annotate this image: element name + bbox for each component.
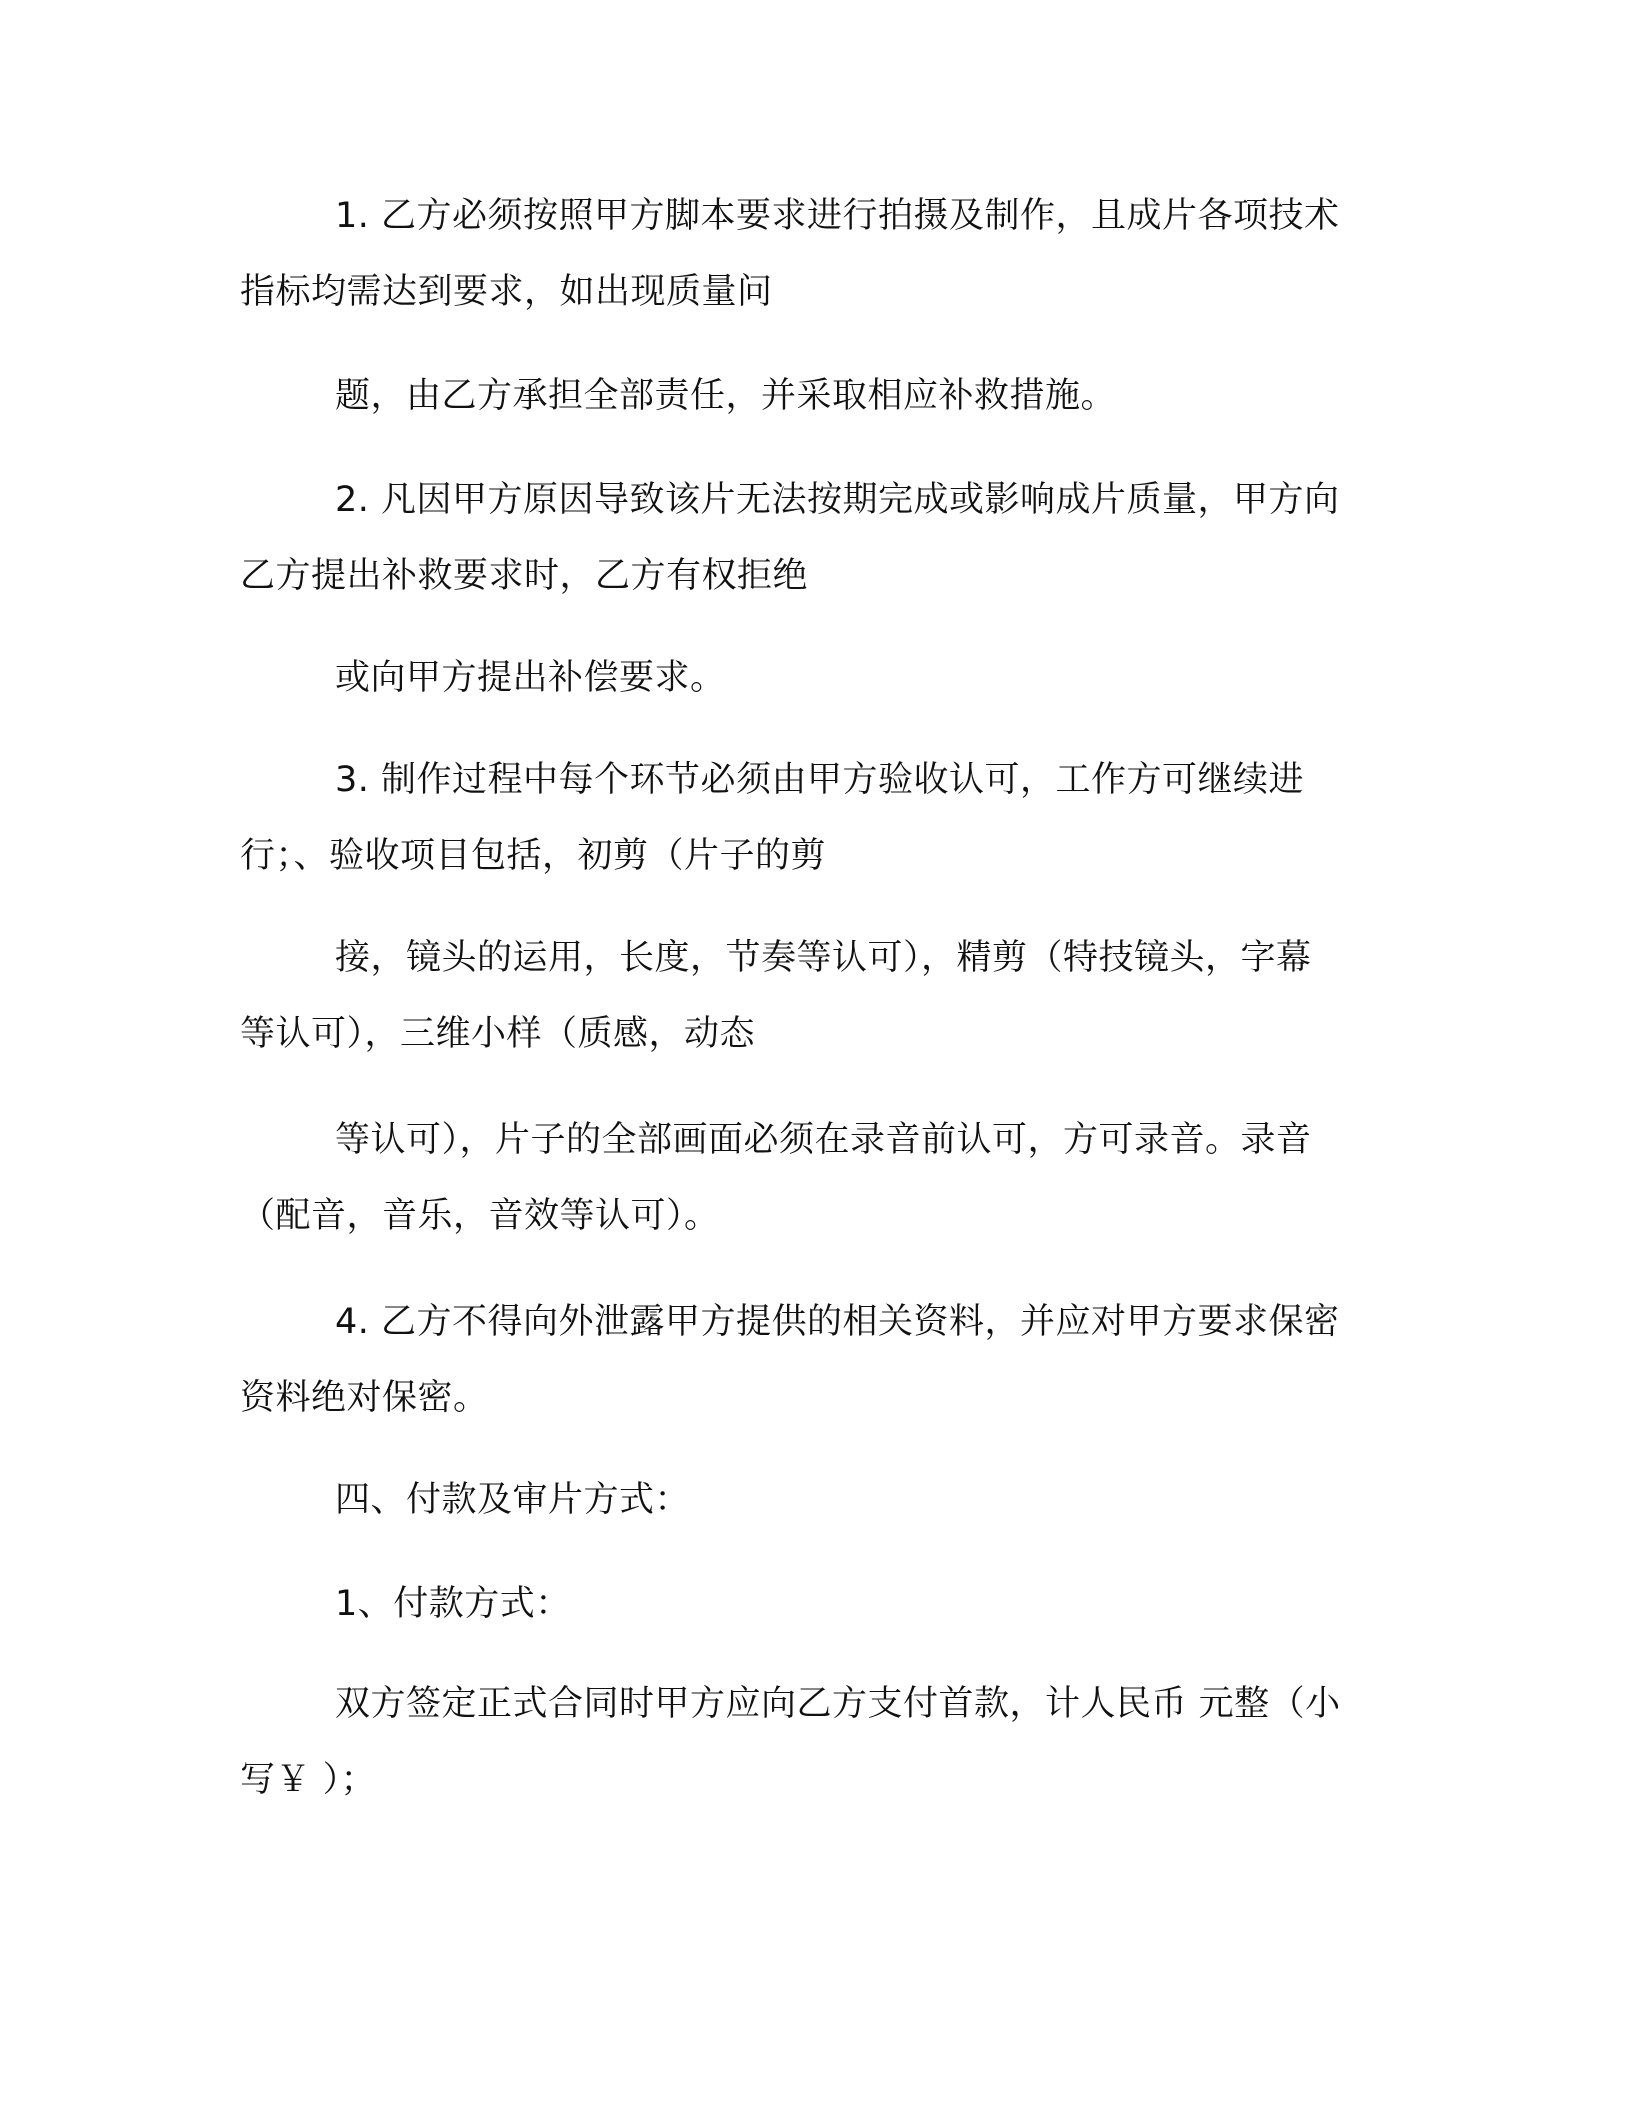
text-line: 接，镜头的运用，长度，节奏等认可），精剪（特技镜头，字幕 [335, 938, 1312, 978]
text-line: 乙方提出补救要求时，乙方有权拒绝 [240, 556, 809, 596]
text-line: 等认可），三维小样（质感，动态 [240, 1014, 756, 1054]
clause-3-continuation-b [240, 1102, 1390, 1254]
text-line: 2. 凡因甲方原因导致该片无法按期完成或影响成片质量，甲方向 [335, 480, 1340, 520]
text-line: 写￥ ）； [240, 1760, 377, 1800]
text-line: 1. 乙方必须按照甲方脚本要求进行拍摄及制作，且成片各项技术 [335, 196, 1340, 236]
clause-3 [240, 742, 1390, 894]
heading-line: 1、付款方式： [335, 1584, 571, 1624]
text-line: 行；、验收项目包括，初剪（片子的剪 [240, 836, 827, 876]
clause-4 [240, 1284, 1390, 1436]
text-line: 等认可），片子的全部画面必须在录音前认可，方可录音。录音 [335, 1120, 1312, 1160]
clause-1 [240, 178, 1390, 330]
section-heading [240, 1462, 1390, 1538]
payment-clause [240, 1666, 1390, 1818]
subsection-heading [240, 1566, 1390, 1642]
text-line: 指标均需达到要求，如出现质量问 [240, 272, 773, 312]
text-line: （配音，音乐，音效等认可）。 [240, 1196, 720, 1236]
text-line: 4. 乙方不得向外泄露甲方提供的相关资料，并应对甲方要求保密 [335, 1302, 1340, 1342]
text-line: 3. 制作过程中每个环节必须由甲方验收认可，工作方可继续进 [335, 760, 1305, 800]
clause-3-continuation-a [240, 920, 1390, 1072]
text-line: 或向甲方提出补偿要求。 [335, 658, 726, 698]
text-line: 双方签定正式合同时甲方应向乙方支付首款，计人民币 元整（小 [335, 1684, 1341, 1724]
clause-2 [240, 462, 1390, 614]
heading-line: 四、付款及审片方式： [335, 1480, 691, 1520]
text-line: 题，由乙方承担全部责任，并采取相应补救措施。 [335, 376, 1117, 416]
clause-2-continuation [240, 640, 1390, 716]
text-line: 资料绝对保密。 [240, 1378, 489, 1418]
clause-1-continuation [240, 358, 1390, 434]
